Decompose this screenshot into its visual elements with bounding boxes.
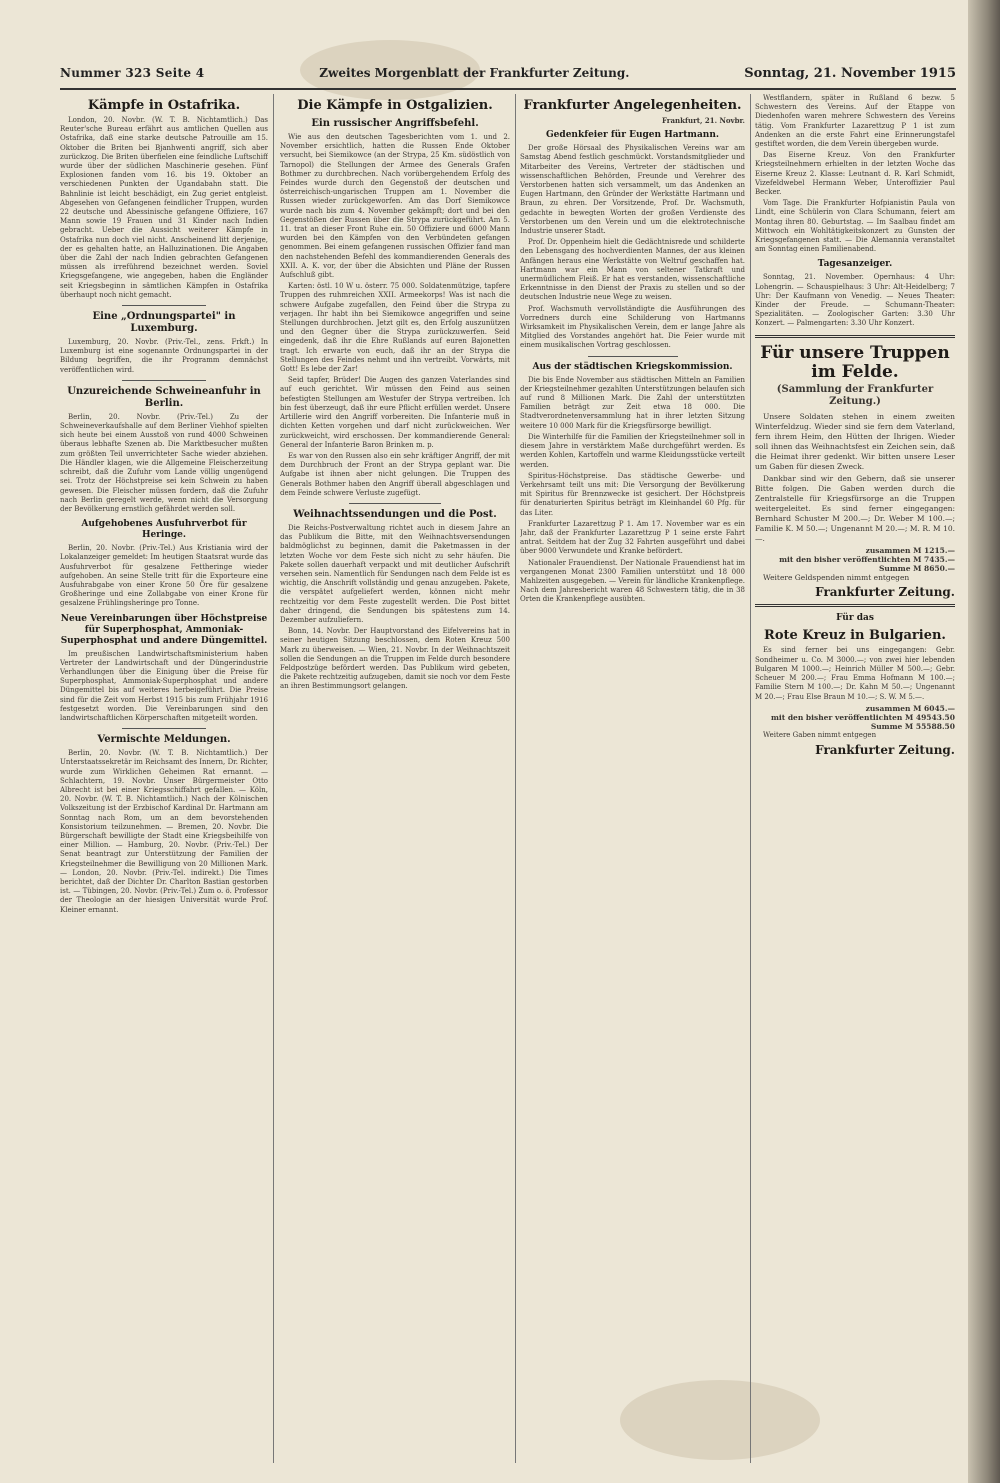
article-text: Berlin, 20. Novbr. (W. T. B. Nichtamtlich.) Der Unterstaatssekretär im Reichsamt des Innern, Dr. Richter, wurde zum Wirklichen Geheimen Rat ernannt. — Schlachtern, 19. Novbr. Unser Bürgermeister Otto Albrecht ist bei einer Kriegsschiffahrt gefallen. — Köln, 20. Novbr. (W. T. B. Nichtamtlich.) Nach der Kölnischen Volkszeitung ist der Erzbischof Kardinal Dr. Hartmann am Sonntag nach Rom, um an dem bevorstehenden Konsistorium teilzunehmen. — Bremen, 20. Novbr. Die Bürgerschaft bewilligte der Stadt eine Kriegsbeihilfe von einer Million. — Hamburg, 20. Novbr. (Priv.-Tel.) Der Senat beantragt zur Unterstützung der Familien der Kriegsteilnehmer die Bewilligung von 20 Millionen Mark. — London, 20. Novbr. (Priv.-Tel. indirekt.) Die Times berichtet, daß der Dichter Dr. Charlton Bastian gestorben ist. — Tübingen, 20. Novbr. (Priv.-Tel.) Zum o. ö. Professor der Theologie an der hiesigen Universität wurde Prof. Kleiner ernannt. bbox=[60, 749, 268, 914]
article-text: Die Winterhilfe für die Familien der Kriegsteilnehmer soll in diesem Jahre in verstärktem Maße durchgeführt werden. Es werden Kohlen, Kartoffeln und warme Kleidungsstücke verteilt werden. bbox=[520, 432, 745, 469]
article-headline: Rote Kreuz in Bulgarien. bbox=[764, 628, 946, 644]
article-headline: Aus der städtischen Kriegskommission. bbox=[532, 361, 733, 372]
article-headline: Neue Vereinbarungen über Höchstpreise für Superphosphat, Ammoniak-Superphosphat und andere Düngemittel. bbox=[60, 613, 268, 646]
article-headline: Eine „Ordnungspartei" in Luxemburg. bbox=[92, 311, 236, 335]
issue-date: Sonntag, 21. November 1915 bbox=[744, 66, 956, 81]
column-4 bbox=[755, 94, 955, 1463]
article-text: Das Eiserne Kreuz. Von den Frankfurter Kriegsteilnehmern erhielten in der letzten Woche das Eiserne Kreuz 2. Klasse: Leutnant d. R. Karl Schmidt, Vizefeldwebel Hermann Weber, Unteroffizier Paul Becker. bbox=[755, 151, 955, 197]
article-headline: Tagesanzeiger. bbox=[817, 259, 893, 270]
article-text: Prof. Dr. Oppenheim hielt die Gedächtnisrede und schilderte den Lebensgang des hochverdienten Mannes, der aus kleinen Anfängen heraus eine Werkstätte von Weltruf geschaffen hat. Hartmann war ein Mann von seltener Tatkraft und unermüdlichem Fleiß. Er hat es verstanden, wissenschaftliche Erkenntnisse in den Dienst der Praxis zu stellen und so der deutschen Industrie neue Wege zu weisen. bbox=[520, 238, 745, 302]
article-separator bbox=[122, 380, 205, 381]
article-text: Berlin, 20. Novbr. (Priv.-Tel.) Aus Kristiania wird der Lokalanzeiger gemeldet: Im heutigen Staatsrat wurde das Ausfuhrverbot für gesalzene Fettheringe wieder aufgehoben. An seine Stelle tritt für die Exporteure eine Ausfuhrabgabe von einer Krone 50 Öre für gesalzene Großheringe und eine Zollabgabe von einer Krone für gesalzene Frühlingsheringe pro Tonne. bbox=[60, 544, 268, 608]
column-divider bbox=[750, 94, 751, 1463]
article-separator bbox=[122, 305, 205, 306]
box-text: Weitere Geldspenden nimmt entgegen bbox=[763, 573, 910, 583]
article-separator bbox=[349, 503, 441, 504]
column-1 bbox=[60, 94, 268, 1463]
masthead: Zweites Morgenblatt der Frankfurter Zeitung. bbox=[319, 66, 630, 80]
article-separator bbox=[588, 356, 678, 357]
donation-subtotal: zusammen M 6045.— bbox=[865, 703, 955, 713]
article-text: Der große Hörsaal des Physikalischen Vereins war am Samstag Abend festlich geschmückt. Vorstandsmitglieder und Mitarbeiter des Vereins, Vertreter der städtischen und wissenschaftlichen Behörden, Freunde und Verehrer des Verstorbenen hatten sich versammelt, um das Andenken an Eugen Hartmann, den Gründer der Werkstätte Hartmann und Braun, zu ehren. Der Vorsitzende, Prof. Dr. Wachsmuth, gedachte in bewegten Worten der großen Verdienste des Verstorbenen um den Verein und um die elektrotechnische Industrie unserer Stadt. bbox=[520, 144, 745, 236]
article-headline: Unzureichende Schweineanfuhr in Berlin. bbox=[67, 385, 261, 409]
column-divider bbox=[515, 94, 516, 1463]
donation-total: Summe M 55588.50 bbox=[870, 722, 955, 732]
dateline: Frankfurt, 21. Novbr. bbox=[661, 116, 745, 125]
binding-edge bbox=[968, 0, 1000, 1483]
article-subheadline: Ein russischer Angriffsbefehl. bbox=[311, 118, 479, 129]
page-number: Nummer 323 Seite 4 bbox=[60, 66, 205, 80]
box-subheadline: (Sammlung der Frankfurter Zeitung.) bbox=[776, 383, 934, 407]
article-text: Seid tapfer, Brüder! Die Augen des ganzen Vaterlandes sind auf euch gerichtet. Wir müssen den Feind aus seinen befestigten Stellungen am Westufer der Strypa vertreiben. Ich bin fest überzeugt, daß ihr eure Pflicht erfüllen werdet. Unsere Artillerie wird den Angriff vorbereiten. Die Infanterie muß in dichten Ketten vorgehen und darf nicht zurückweichen. Wer zurückweicht, wird erschossen. Der kommandierende General: General der Infanterie Baron Brinken m. p. bbox=[280, 376, 510, 449]
article-text: Es war von den Russen also ein sehr kräftiger Angriff, der mit dem Durchbruch der Front an der Strypa geplant war. Die Aufgabe ist ihnen aber nicht gelungen. Die Truppen des Generals Bothmer haben den Angriff überall abgeschlagen und dem Feinde schwere Verluste zugefügt. bbox=[280, 451, 510, 497]
article-text: Wie aus den deutschen Tagesberichten vom 1. und 2. November ersichtlich, hatten die Russen Ende Oktober versucht, bei Siemikowce (an der Strypa, 25 Km. südöstlich von Tarnopol) die Stellungen der Armee des Generals Grafen Bothmer zu durchbrechen. Nach vorübergehendem Erfolg des Feindes wurde durch den Gegenstoß der deutschen und österreichisch-ungarischen Truppen am 1. November die Russen wieder zurückgeworfen. Am das Dorf Siemikowce wurde nach bis zum 4. November gekämpft; dort und bei den Gegenstößen der Russen über die Strypa zurückgeführt. Am 5. 11. trat an dieser Front Ruhe ein. 50 Offiziere und 6000 Mann wurden bei den Kämpfen von den Verbündeten gefangen genommen. Bei einem gefangenen russischen Offizier fand man den nachstehenden Befehl des kommandierenden Generals des XXII. A. K. vor, der über die Absichten und Pläne der Russen Aufschluß gibt. bbox=[280, 133, 510, 280]
article-text: Luxemburg, 20. Novbr. (Priv.-Tel., zens. Frkft.) In Luxemburg ist eine sogenannte Ordnungspartei in der Bildung begriffen, die ihr Programm demnächst veröffentlichen wird. bbox=[60, 338, 268, 374]
article-text: Westflandern, später in Rußland 6 bezw. 5 Schwestern des Vereins. Auf der Etappe von Diedenhofen waren mehrere Schwestern des Vereins tätig. Vom Frankfurter Lazarettzug P 1 ist zum Andenken an die erste Fahrt eine Erinnerungstafel gestiftet worden, die dem Verein übergeben wurde. bbox=[755, 94, 955, 149]
donation-previous: mit den bisher veröffentlichten M 7435.— bbox=[779, 554, 955, 564]
article-text: Berlin, 20. Novbr. (Priv.-Tel.) Zu der Schweineverkaufshalle auf dem Berliner Viehhof spielten sich heute bei einem Ausstoß von rund 4000 Schweinen überaus lebhafte Szenen ab. Die Marktbesucher mußten zum größten Teil unverrichteter Sache wieder abziehen. Die Händler klagen, wie die Allgemeine Fleischerzeitung schreibt, daß die Zufuhr vom Lande völlig ungenügend sei. Trotz der Höchstpreise sei kein Schwein zu haben gewesen. Die Fleischer müssen fordern, daß die Zufuhr nach Berlin geregelt werde, wenn nicht die Versorgung der Bevölkerung ernstlich gefährdet werden soll. bbox=[60, 412, 268, 513]
article-headline: Weihnachtssendungen und die Post. bbox=[293, 508, 497, 520]
article-headline: Gedenkfeier für Eugen Hartmann. bbox=[545, 130, 720, 141]
signature: Frankfurter Zeitung. bbox=[815, 742, 955, 757]
page-header bbox=[60, 66, 956, 88]
article-text: Bonn, 14. Novbr. Der Hauptvorstand des Eifelvereins hat in seiner heutigen Sitzung beschlossen, dem Roten Kreuz 500 Mark zu überweisen. — Wien, 21. Novbr. In der Weihnachtszeit sollen die Sendungen an die Truppen im Felde durch besondere Feldpostzüge befördert werden. Das Publikum wird gebeten, die Pakete rechtzeitig aufzugeben, damit sie noch vor dem Feste an ihren Bestimmungsort gelangen. bbox=[280, 627, 510, 691]
article-text: Karten: östl. 10 W u. österr. 75 000. Soldatenmützige, tapfere Truppen des ruhmreichen XXII. Armeekorps! Was ist nach die schwere Aufgabe zugefallen, den Feind über die Strypa zu verjagen. Ihr habt ihn bei Siemikowce angegriffen und seine Stellungen durchbrochen. Jetzt gilt es, den Erfolg auszunützen und den Gegner über die Strypa zurückzuwerfen. Seid eingedenk, daß ihr die Ehre Rußlands auf euren Bajonetten tragt. Ich erwarte von euch, daß ihr an der Strypa die Stellungen des Feindes nehmt und ihn vertreibt. Vorwärts, mit Gott! Es lebe der Zar! bbox=[280, 282, 510, 374]
article-text: Im preußischen Landwirtschaftsministerium haben Vertreter der Landwirtschaft und der Düngerindustrie Verhandlungen über die Einigung über die Preise für Superphosphat, Ammoniak-Superphosphat und andere Düngemittel bis auf weiteres herbeigeführt. Die Preise sind für die Zeit vom Herbst 1915 bis zum Frühjahr 1916 festgesetzt worden. Die Vereinbarungen sind den landwirtschaftlichen Körperschaften mitgeteilt worden. bbox=[60, 649, 268, 722]
article-text: Spiritus-Höchstpreise. Das städtische Gewerbe- und Verkehrsamt teilt uns mit: Die Versorgung der Bevölkerung mit Spiritus für Brennzwecke ist gesichert. Der Höchstpreis für denaturierten Spiritus beträgt im Kleinhandel 60 Pfg. für das Liter. bbox=[520, 471, 745, 517]
header-rule bbox=[60, 88, 956, 90]
donation-subtotal: zusammen M 1215.— bbox=[865, 545, 955, 555]
article-headline: Aufgehobenes Ausfuhrverbot für Heringe. bbox=[81, 519, 247, 541]
article-text: Weitere Gaben nimmt entgegen bbox=[763, 731, 877, 740]
article-headline: Vermischte Meldungen. bbox=[97, 734, 231, 746]
donation-box-troops bbox=[755, 335, 955, 608]
box-text: Unsere Soldaten stehen in einem zweiten Winterfeldzug. Wieder sind sie fern dem Vaterland, fern ihrem Heim, den Hütten der Ihrigen. Wieder soll ihnen das Weihnachtsfest ein Zeichen sein, daß die Heimat ihrer gedenkt. Wir bitten unsere Leser um Gaben für diesen Zweck. bbox=[755, 411, 955, 471]
article-text: Die bis Ende November aus städtischen Mitteln an Familien der Kriegsteilnehmer gezahlten Unterstützungen belaufen sich auf rund 8 Millionen Mark. Die Zahl der unterstützten Familien beträgt zur Zeit etwa 18 000. Die Stadtverordnetenversammlung hat in ihrer letzten Sitzung weitere 10 000 Mark für die Kriegsfürsorge bewilligt. bbox=[520, 375, 745, 430]
article-text: Vom Tage. Die Frankfurter Hofpianistin Paula von Lindt, eine Schülerin von Clara Schumann, feiert am Montag ihren 80. Geburtstag. — Im Saalbau findet am Mittwoch ein Wohltätigkeitskonzert zu Gunsten der Kriegsgefangenen statt. — Die Alemannia veranstaltet am Sonntag einen Familienabend. bbox=[755, 199, 955, 254]
column-divider bbox=[273, 94, 274, 1463]
signature: Frankfurter Zeitung. bbox=[815, 585, 955, 600]
article-kicker: Für das bbox=[836, 613, 874, 624]
article-headline: Kämpfe in Ostafrika. bbox=[87, 98, 241, 113]
article-headline: Die Kämpfe in Ostgalizien. bbox=[297, 98, 493, 113]
box-headline: Für unsere Truppen im Felde. bbox=[760, 342, 950, 382]
article-text: Es sind ferner bei uns eingegangen: Gebr. Sondheimer u. Co. M 3000.—; von zwei hier lebenden Bulgaren M 1000.—; Heinrich Müller M 500.—; Gebr. Scheuer M 200.—; Frau Emma Hofmann M 100.—; Familie Stern M 100.—; Dr. Kahn M 50.—; Ungenannt M 20.—; Frau Else Braun M 10.—; S. W. M 5.—. bbox=[755, 646, 955, 701]
article-text: Die Reichs-Postverwaltung richtet auch in diesem Jahre an das Publikum die Bitte, mit den Weihnachtsversendungen baldmöglichst zu beginnen, damit die Paketmassen in der letzten Woche vor dem Feste sich nicht zu sehr häufen. Die Pakete sollen dauerhaft verpackt und mit deutlicher Aufschrift versehen sein. Namentlich für Sendungen nach dem Felde ist es wichtig, die Anschrift vollständig und genau anzugeben. Pakete, die verspätet aufgeliefert werden, können nicht mehr rechtzeitig vor dem Feste zugestellt werden. Die Post bittet daher dringend, die Sendungen bis spätestens zum 14. Dezember aufzuliefern. bbox=[280, 523, 510, 624]
article-text: Sonntag, 21. November. Opernhaus: 4 Uhr: Lohengrin. — Schauspielhaus: 3 Uhr: Alt-Heidelberg; 7 Uhr: Der Kaufmann von Venedig. — Neues Theater: Kinder der Freude. — Schumann-Theater: Spezialitäten. — Zoologischer Garten: 3.30 Uhr Konzert. — Palmengarten: 3.30 Uhr Konzert. bbox=[755, 273, 955, 328]
article-separator bbox=[122, 728, 205, 729]
section-headline: Frankfurter Angelegenheiten. bbox=[523, 98, 742, 113]
article-text: Frankfurter Lazarettzug P 1. Am 17. November war es ein Jahr, daß der Frankfurter Lazarettzug P 1 seine erste Fahrt antrat. Seitdem hat der Zug 32 Fahrten ausgeführt und dabei über 9000 Verwundete und Kranke befördert. bbox=[520, 519, 745, 556]
article-text: Prof. Wachsmuth vervollständigte die Ausführungen des Vorredners durch eine Schilderung von Hartmanns Wirksamkeit im Physikalischen Verein, dem er lange Jahre als Mitglied des Vorstandes angehört hat. Die Feier wurde mit einem musikalischen Vortrag geschlossen. bbox=[520, 304, 745, 350]
column-3 bbox=[520, 94, 745, 1463]
article-text: London, 20. Novbr. (W. T. B. Nichtamtlich.) Das Reuter'sche Bureau erfährt aus amtlichen Quellen aus Ostafrika, daß eine starke deutsche Patrouille am 15. Oktober die Briten bei Bjanhwenti angriff, sich aber zurückzog. Die Briten überfielen eine feindliche Luftschiff wurde über der südlichen Maschinerie gesehen. Fünf Explosionen fanden vom 16. bis 19. Oktober an verschiedenen Punkten der Ugandabahn statt. Die Bahnlinie ist leicht beschädigt, ein Zug geriet entgleist. Abgesehen von Gefangenen feindlicher Truppen, wurden 22 deutsche und Abessinische gefangene Offiziere, 167 Mann sowie 19 Frauen und 31 Kinder nach Indien gebracht. Ueber die Aussicht weiterer Kämpfe in Ostafrika nun doch viel nicht. Anscheinend litt derjenige, der es gehalten hatte, an Halluzinationen. Die Angaben über die Zahl der nach Indien gebrachten Gefangenen müssen als irreführend bezeichnet werden. Soviel Kriegsgefangene, wie angegeben, haben die Engländer seit Kriegsbeginn in sämtlichen Kämpfen in Ostafrika überhaupt noch nicht gemacht. bbox=[60, 116, 268, 299]
donation-total: Summe M 8650.— bbox=[878, 564, 955, 574]
article-text: Nationaler Frauendienst. Der Nationale Frauendienst hat im vergangenen Monat 2300 Familien unterstützt und 18 000 Mahlzeiten ausgegeben. — Verein für ländliche Krankenpflege. Nach dem Jahresbericht waren 48 Schwestern tätig, die in 38 Orten die Krankenpflege ausübten. bbox=[520, 558, 745, 604]
donation-previous: mit den bisher veröffentlichten M 49543.50 bbox=[770, 712, 955, 722]
column-2 bbox=[280, 94, 510, 1463]
box-text: Dankbar sind wir den Gebern, daß sie unserer Bitte folgen. Die Gaben werden durch die Zentralstelle für Kriegsfürsorge an die Truppen weitergeleitet. Es sind ferner eingegangen: Bernhard Schuster M 200.—; Dr. Weber M 100.—; Familie K. M 50.—; Ungenannt M 20.—; M. R. M 10.—. bbox=[755, 473, 955, 543]
